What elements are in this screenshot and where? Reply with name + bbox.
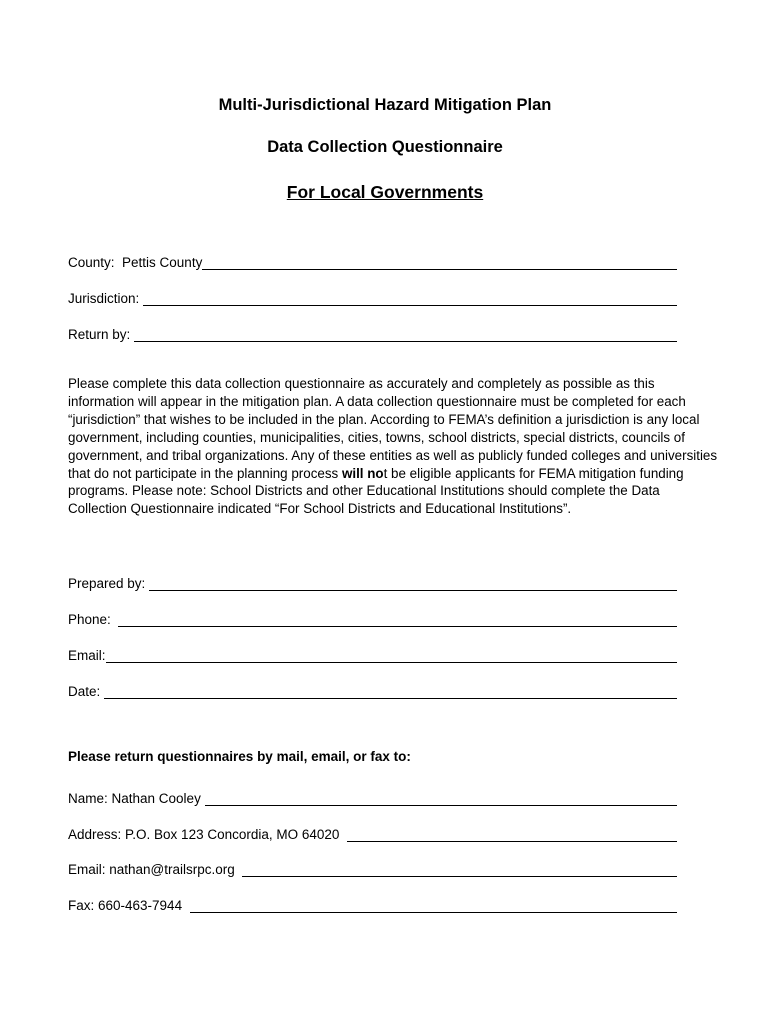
return-by-label: Return by: — [68, 327, 135, 342]
contact-address-label: Address: P.O. Box 123 Concordia, MO 64020 — [68, 827, 347, 842]
county-fill-line[interactable] — [202, 255, 677, 270]
contact-email-line — [242, 862, 677, 877]
contact-fax-field — [68, 893, 677, 913]
phone-label: Phone: — [68, 612, 119, 627]
email-label: Email: — [68, 648, 106, 663]
contact-name-line — [205, 791, 677, 806]
instructions-bold-text: will no — [341, 465, 384, 481]
contact-name-label: Name: Nathan Cooley — [68, 791, 205, 806]
contact-email-label: Email: nathan@trailsrpc.org — [68, 862, 243, 877]
phone-field[interactable] — [68, 607, 677, 627]
return-by-field[interactable] — [68, 322, 677, 342]
county-label: County: Pettis County — [68, 255, 203, 270]
contact-address-field — [68, 822, 677, 842]
date-field[interactable] — [68, 679, 677, 699]
county-field[interactable] — [68, 250, 677, 270]
date-fill-line[interactable] — [104, 684, 677, 699]
prepared-by-label: Prepared by: — [68, 576, 150, 591]
prepared-by-fill-line[interactable] — [149, 576, 677, 591]
phone-fill-line[interactable] — [118, 612, 677, 627]
return-by-fill-line[interactable] — [134, 327, 677, 342]
jurisdiction-field[interactable] — [68, 286, 677, 306]
contact-address-line — [347, 827, 677, 842]
contact-fax-line — [190, 898, 677, 913]
jurisdiction-fill-line[interactable] — [143, 291, 677, 306]
date-label: Date: — [68, 684, 105, 699]
document-subtitle: Data Collection Questionnaire — [267, 138, 503, 156]
instructions-text-part1: Please complete this data collection questionnaire as accurately and completely as possible as this information will appear in the mitigation plan. A data collection questionnaire must be completed for each “jurisdiction” that wishes to be included in the plan. According to FEMA’s definition a jurisdiction is any local government, including counties, municipalities, cities, towns, school districts, special districts, councils of government, and tribal organizations. Any of these entities as well as publicly funded colleges and universities that do not participate in the planning process — [68, 376, 718, 481]
contact-email-field — [68, 857, 677, 877]
document-title: Multi-Jurisdictional Hazard Mitigation Plan — [218, 96, 552, 114]
prepared-by-field[interactable] — [68, 571, 677, 591]
instructions-text-part2: t be eligible applicants for FEMA mitigation funding programs. Please note: School Districts and other Educational Institutions should complete the Data Collection Questionnaire indicated “For School Districts and Educational Institutions”. — [68, 465, 684, 517]
contact-fax-label: Fax: 660-463-7944 — [68, 898, 190, 913]
return-instructions-heading: Please return questionnaires by mail, email, or fax to: — [68, 749, 411, 764]
instructions-paragraph — [68, 375, 718, 518]
email-field[interactable] — [68, 643, 677, 663]
jurisdiction-label: Jurisdiction: — [68, 291, 144, 306]
document-audience-heading: For Local Governments — [286, 182, 484, 202]
contact-name-field — [68, 786, 677, 806]
email-fill-line[interactable] — [106, 648, 677, 663]
